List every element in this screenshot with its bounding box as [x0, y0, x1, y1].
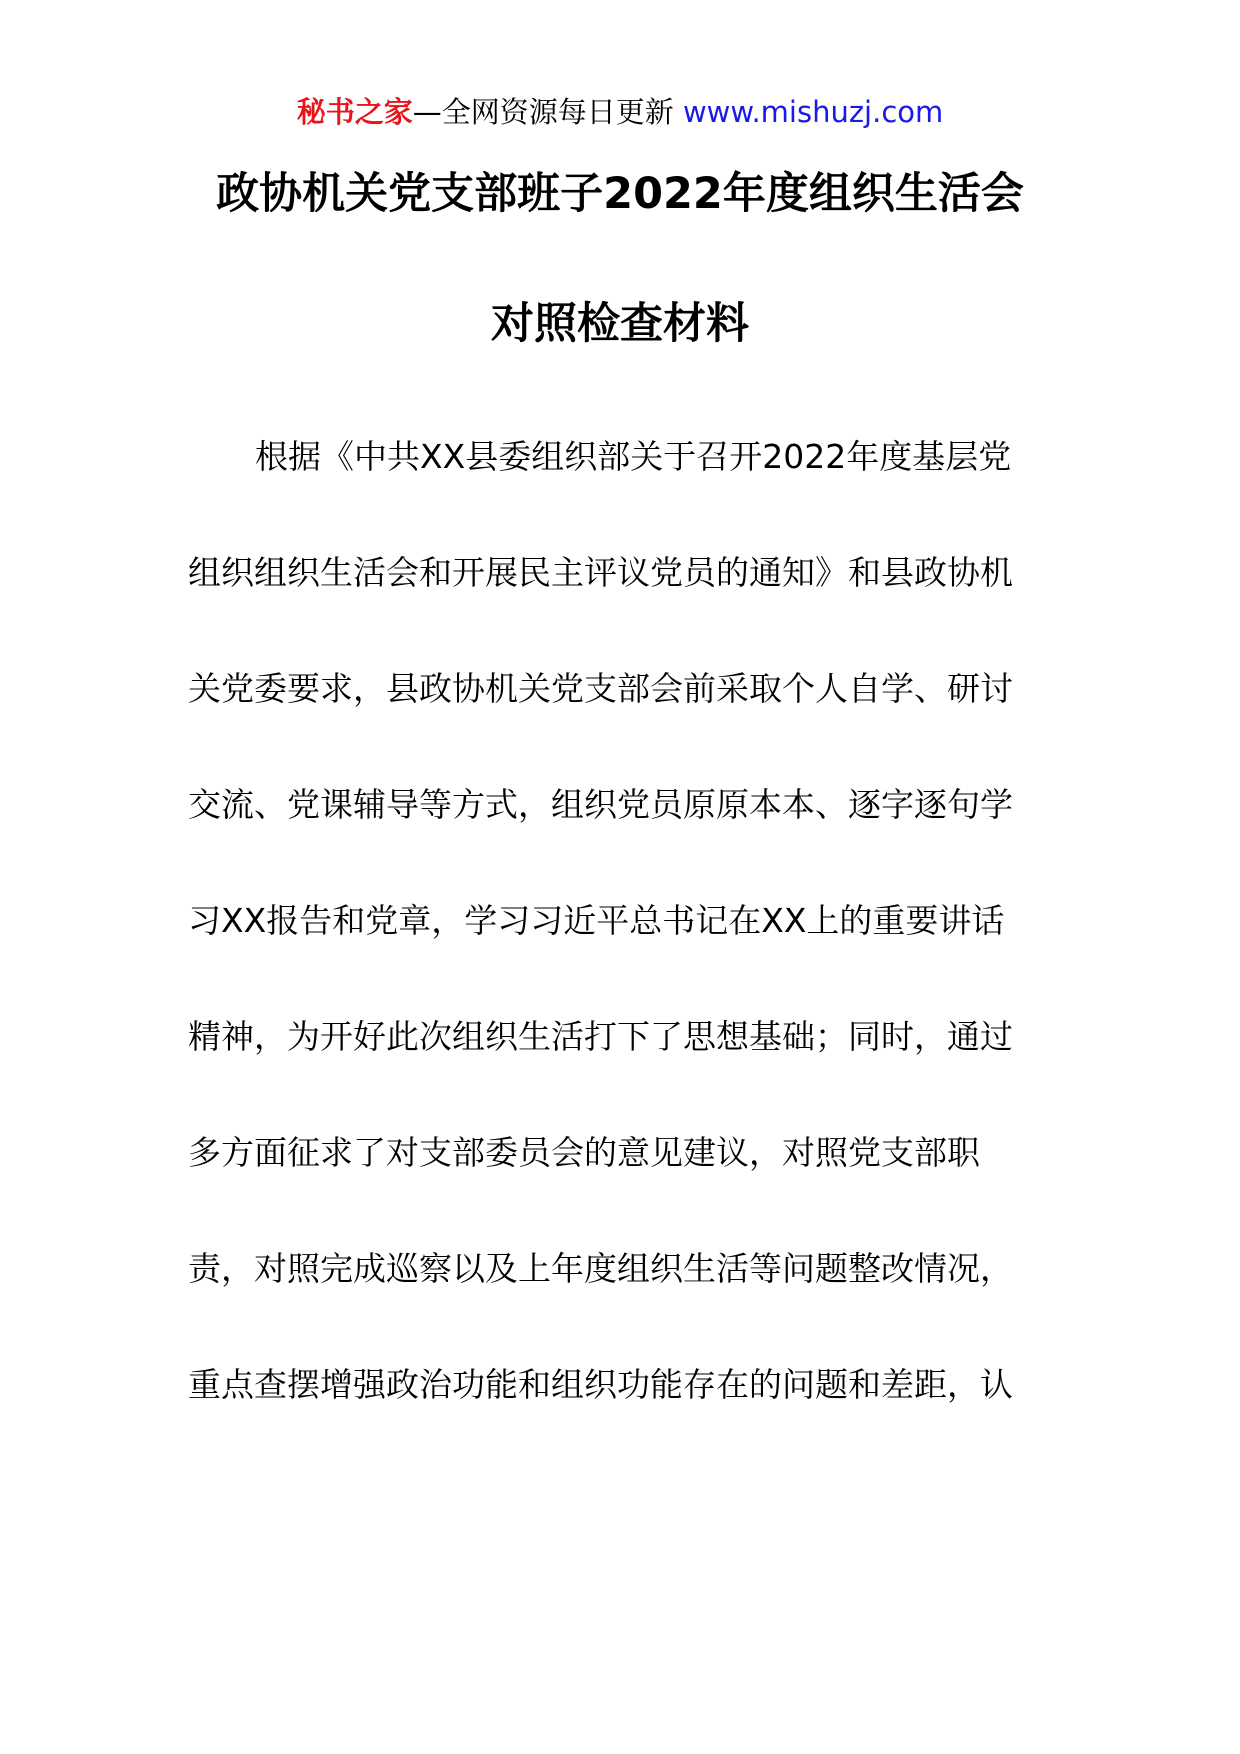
body-line-2: 组织组织生活会和开展民主评议党员的通知》和县政协机 — [188, 553, 1013, 592]
header-tagline: —全网资源每日更新 — [412, 95, 674, 129]
body-line-8: 责，对照完成巡察以及上年度组织生活等问题整改情况， — [188, 1249, 1013, 1288]
body-line-1: 根据《中共XX县委组织部关于召开2022年度基层党 — [255, 437, 1012, 476]
site-url-link[interactable]: www.mishuzj.com — [682, 95, 944, 129]
document-title-line-2: 对照检查材料 — [491, 299, 749, 349]
body-line-3: 关党委要求，县政协机关党支部会前采取个人自学、研讨 — [188, 669, 1013, 708]
body-line-7: 多方面征求了对支部委员会的意见建议，对照党支部职 — [188, 1133, 980, 1172]
body-line-5: 习XX报告和党章，学习习近平总书记在XX上的重要讲话 — [188, 901, 1005, 940]
brand-name: 秘书之家 — [296, 95, 413, 129]
body-line-6: 精神，为开好此次组织生活打下了思想基础；同时，通过 — [188, 1017, 1013, 1056]
site-header — [0, 92, 1240, 132]
body-line-9: 重点查摆增强政治功能和组织功能存在的问题和差距，认 — [188, 1365, 1013, 1404]
body-line-4: 交流、党课辅导等方式，组织党员原原本本、逐字逐句学 — [188, 785, 1013, 824]
document-title-line-1: 政协机关党支部班子2022年度组织生活会 — [216, 169, 1024, 219]
